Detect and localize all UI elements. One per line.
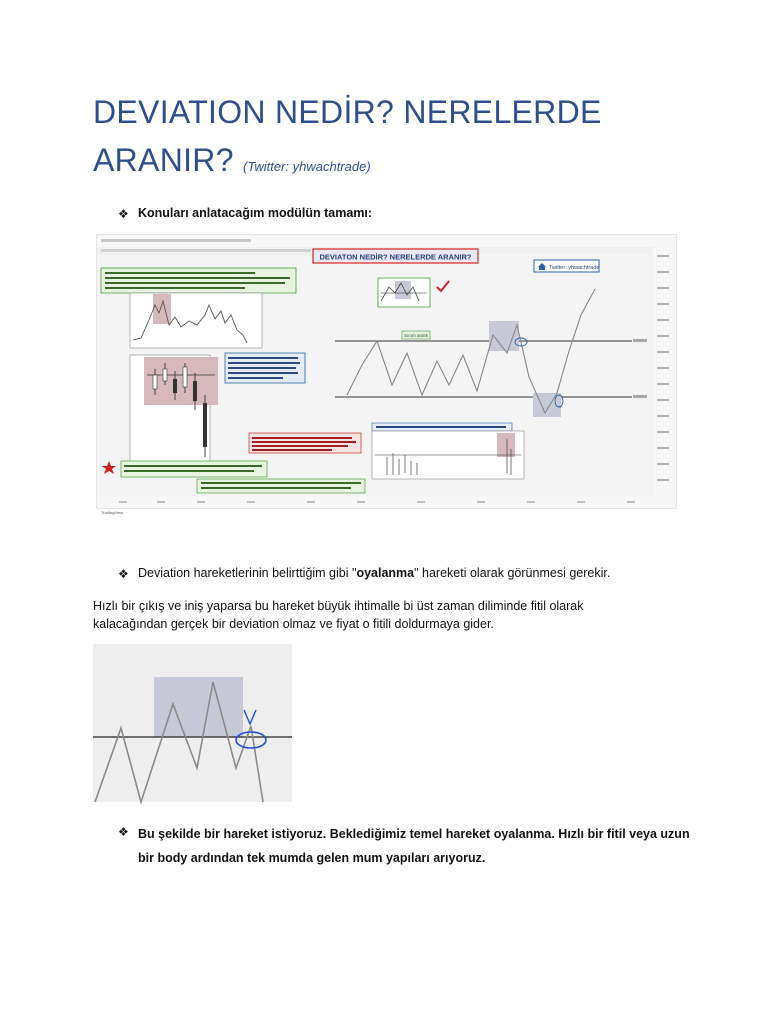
chart-header-text-line xyxy=(101,239,251,242)
title-line-2: ARANIR? xyxy=(93,142,234,178)
price-axis-ticks xyxy=(657,255,669,481)
note-lower-line xyxy=(376,426,506,428)
note-candles-box xyxy=(121,461,267,477)
note-bottom-box xyxy=(197,479,365,493)
paragraph-1-line-1: Hızlı bir çıkış ve iniş yaparsa bu hareket büyük ihtimalle bi üst zaman diliminde fitil olarak xyxy=(93,599,584,613)
bullet-2-text xyxy=(138,566,610,580)
bullet-2-bold: oyalanma xyxy=(356,566,415,580)
mini-chart-1 xyxy=(130,293,262,348)
mini-chart-2-highlight xyxy=(497,433,515,457)
bullet-3-text-c: . Hızlı bir fitil veya uzun xyxy=(551,827,690,841)
deviation-example-chart xyxy=(93,644,292,802)
star-icon xyxy=(102,461,116,474)
note-top-box xyxy=(101,268,296,293)
mini-chart-1-highlight xyxy=(153,294,171,324)
chart-title: DEVIATON NEDİR? NERELERDE ARANIR? xyxy=(319,252,472,262)
bullet-icon: ❖ xyxy=(118,567,129,581)
example-deviation-circle xyxy=(236,732,266,748)
price-axis xyxy=(653,247,676,497)
twitter-badge-text: Twitter: yhwachtrade xyxy=(549,265,600,271)
tradingview-watermark: TradingView xyxy=(101,510,124,515)
deviation-example-svg xyxy=(93,644,292,802)
checkmark-icon xyxy=(437,281,449,291)
bullet-3-text-a: Bu şekilde bir hareket istiyoruz. Beklediğimiz temel hareket xyxy=(138,827,494,841)
bullet-3-line-2: bir body ardından tek mumda gelen mum yapıları arıyoruz. xyxy=(138,851,486,865)
bullet-icon: ❖ xyxy=(118,207,129,221)
overview-chart-svg xyxy=(97,235,676,515)
paragraph-1-line-2: kalacağından gerçek bir deviation olmaz ve fiyat o fitili doldurmaya gider. xyxy=(93,617,494,631)
title-line-1: DEVIATION NEDİR? NERELERDE xyxy=(93,94,602,130)
range-label: Sınırlı aralık xyxy=(403,333,429,338)
example-arrow-icon xyxy=(244,710,256,724)
page-title xyxy=(93,88,693,191)
time-axis xyxy=(97,497,676,508)
bullet-3-text xyxy=(138,822,758,870)
example-highlight xyxy=(154,677,243,737)
module-overview-chart xyxy=(96,234,677,515)
bullet-1-text: Konuları anlatacağım modülün tamamı: xyxy=(138,206,373,220)
chart-toolbar-text-line xyxy=(101,249,311,252)
mini-pattern-highlight xyxy=(395,281,411,299)
twitter-note: (Twitter: yhwachtrade) xyxy=(243,159,371,174)
bullet-3-bold: oyalanma xyxy=(493,827,552,841)
paragraph-1 xyxy=(93,597,733,633)
level-price-labels xyxy=(633,339,647,398)
bullet-2-text-a: Deviation hareketlerinin belirttiğim gibi " xyxy=(138,566,357,580)
bullet-icon: ❖ xyxy=(118,825,129,839)
bullet-2-text-b: " hareketi olarak görünmesi gerekir. xyxy=(414,566,611,580)
